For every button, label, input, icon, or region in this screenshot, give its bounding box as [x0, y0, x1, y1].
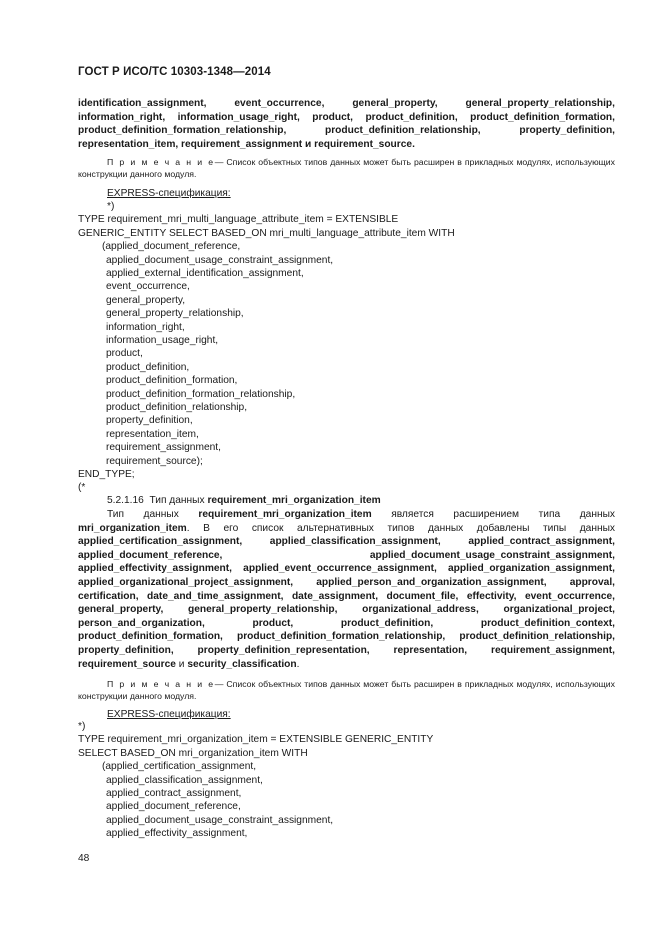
section-heading — [107, 494, 381, 507]
code-line: TYPE requirement_mri_multi_language_attribute_item = EXTENSIBLE — [78, 214, 399, 226]
section-number: 5.2.1.16 — [107, 495, 144, 506]
section-title-name: requirement_mri_organization_item — [207, 495, 381, 506]
code-line: information_right, — [106, 321, 185, 333]
code-line: TYPE requirement_mri_organization_item = EXTENSIBLE GENERIC_ENTITY — [78, 734, 434, 746]
code-line: applied_contract_assignment, — [106, 788, 242, 799]
code-line: requirement_source); — [106, 455, 203, 467]
code-line: product_definition, — [106, 361, 190, 373]
code-line: requirement_assignment, — [106, 442, 221, 454]
paragraph-2-block — [78, 508, 615, 671]
intro-paragraph: identification_assignment, event_occurrence, general_property, general_property_relationship, information_right, information_usage_right, product, product_definition, product_definition_formation, product_definition_formation_relationship, product_definition_relationship, property_definition, representation_item, requirement_assignment и requirement_source. — [78, 98, 615, 150]
note-2-label: П р и м е ч а н и е — [107, 679, 215, 689]
code-line: applied_external_identification_assignment, — [106, 268, 304, 279]
code-line: (* — [78, 482, 86, 494]
code-line: (applied_document_reference, — [102, 241, 241, 253]
code-line: general_property, — [106, 294, 186, 306]
express-label-2: EXPRESS-спецификация: — [107, 709, 231, 720]
note-1-label: П р и м е ч а н и е — [107, 157, 215, 167]
code-line: applied_document_usage_constraint_assignment, — [106, 814, 334, 826]
code-line: applied_document_usage_constraint_assignment, — [106, 254, 334, 266]
code-line: applied_document_reference, — [106, 801, 241, 813]
page-header: ГОСТ Р ИСО/ТС 10303-1348—2014 — [78, 66, 271, 78]
code-line: property_definition, — [106, 415, 193, 427]
code-line: information_usage_right, — [106, 335, 219, 346]
code-line: product_definition_relationship, — [106, 402, 248, 413]
code-line: END_TYPE; — [78, 469, 135, 480]
intro-paragraph-block — [78, 97, 615, 151]
code-line: GENERIC_ENTITY SELECT BASED_ON mri_multi_language_attribute_item WITH — [78, 227, 455, 239]
code-line: SELECT BASED_ON mri_organization_item WITH — [78, 747, 308, 759]
page-number: 48 — [78, 853, 90, 864]
code-line: applied_effectivity_assignment, — [106, 828, 248, 840]
code-line: representation_item, — [106, 428, 199, 440]
code-line: (applied_certification_assignment, — [102, 761, 257, 773]
paragraph-2-type-list: applied_certification_assignment, applied_classification_assignment, applied_contract_assignment, applied_document_reference, applied_document_usage_constraint_assignment, applied_effectivity_assignment, applied_event_occurrence_assignment, applied_organization_assignment, applied_organizational_project_assignment, applied_person_and_organization_assignment, approval, certification, date_and_time_assignment, date_assignment, document_file, effectivity, event_occurrence, general_property, general_property_relationship, organizational_address, organizational_project, person_and_organization, product, product_definition, product_definition_context, product_definition_formation, product_definition_formation_relationship, product_definition_relationship, property_definition, property_definition_representation, representation, requirement_assignment, requirement_source — [78, 536, 615, 670]
code-line: general_property_relationship, — [106, 308, 244, 320]
section-title-prefix: Тип данных — [149, 495, 205, 506]
code-line: *) — [107, 201, 115, 212]
code-line: product_definition_formation, — [106, 375, 238, 387]
note-1-text: — Список объектных типов данных может быть расширен в прикладных модулях, использующих конструкции данного модуля. — [78, 157, 616, 180]
code-line: applied_classification_assignment, — [106, 774, 263, 786]
code-line: event_occurrence, — [106, 281, 190, 293]
code-line: product_definition_formation_relationship, — [106, 388, 296, 400]
code-line: *) — [78, 721, 86, 732]
paragraph-2: Тип данных requirement_mri_organization_item является расширением типа данных mri_organization_item. В его список альтернативных типов данных добавлены типы данных applied_certification_assignment, applied_classification_assignment, applied_contract_assignment, applied_document_reference, applied_document_usage_constraint_assignment, applied_effectivity_assignment, applied_event_occurrence_assignment, applied_organization_assignment, applied_organizational_project_assignment, applied_person_and_organization_assignment, approval, certification, date_and_time_assignment, date_assignment, document_file, effectivity, event_occurrence, general_property, general_property_relationship, organizational_address, organizational_project, person_and_organization, product, product_definition, product_definition_context, product_definition_formation, product_definition_formation_relationship, product_definition_relationship, property_definition, property_definition_representation, representation, requirement_assignment, requirement_source и security_classification. — [78, 509, 615, 670]
note-1 — [78, 156, 615, 181]
code-line: product, — [106, 348, 143, 360]
note-2-text: — Список объектных типов данных может быть расширен в прикладных модулях, использующих конструкции данного модуля. — [78, 679, 616, 702]
express-label-1: EXPRESS-спецификация: — [107, 188, 231, 199]
note-2 — [78, 678, 615, 703]
